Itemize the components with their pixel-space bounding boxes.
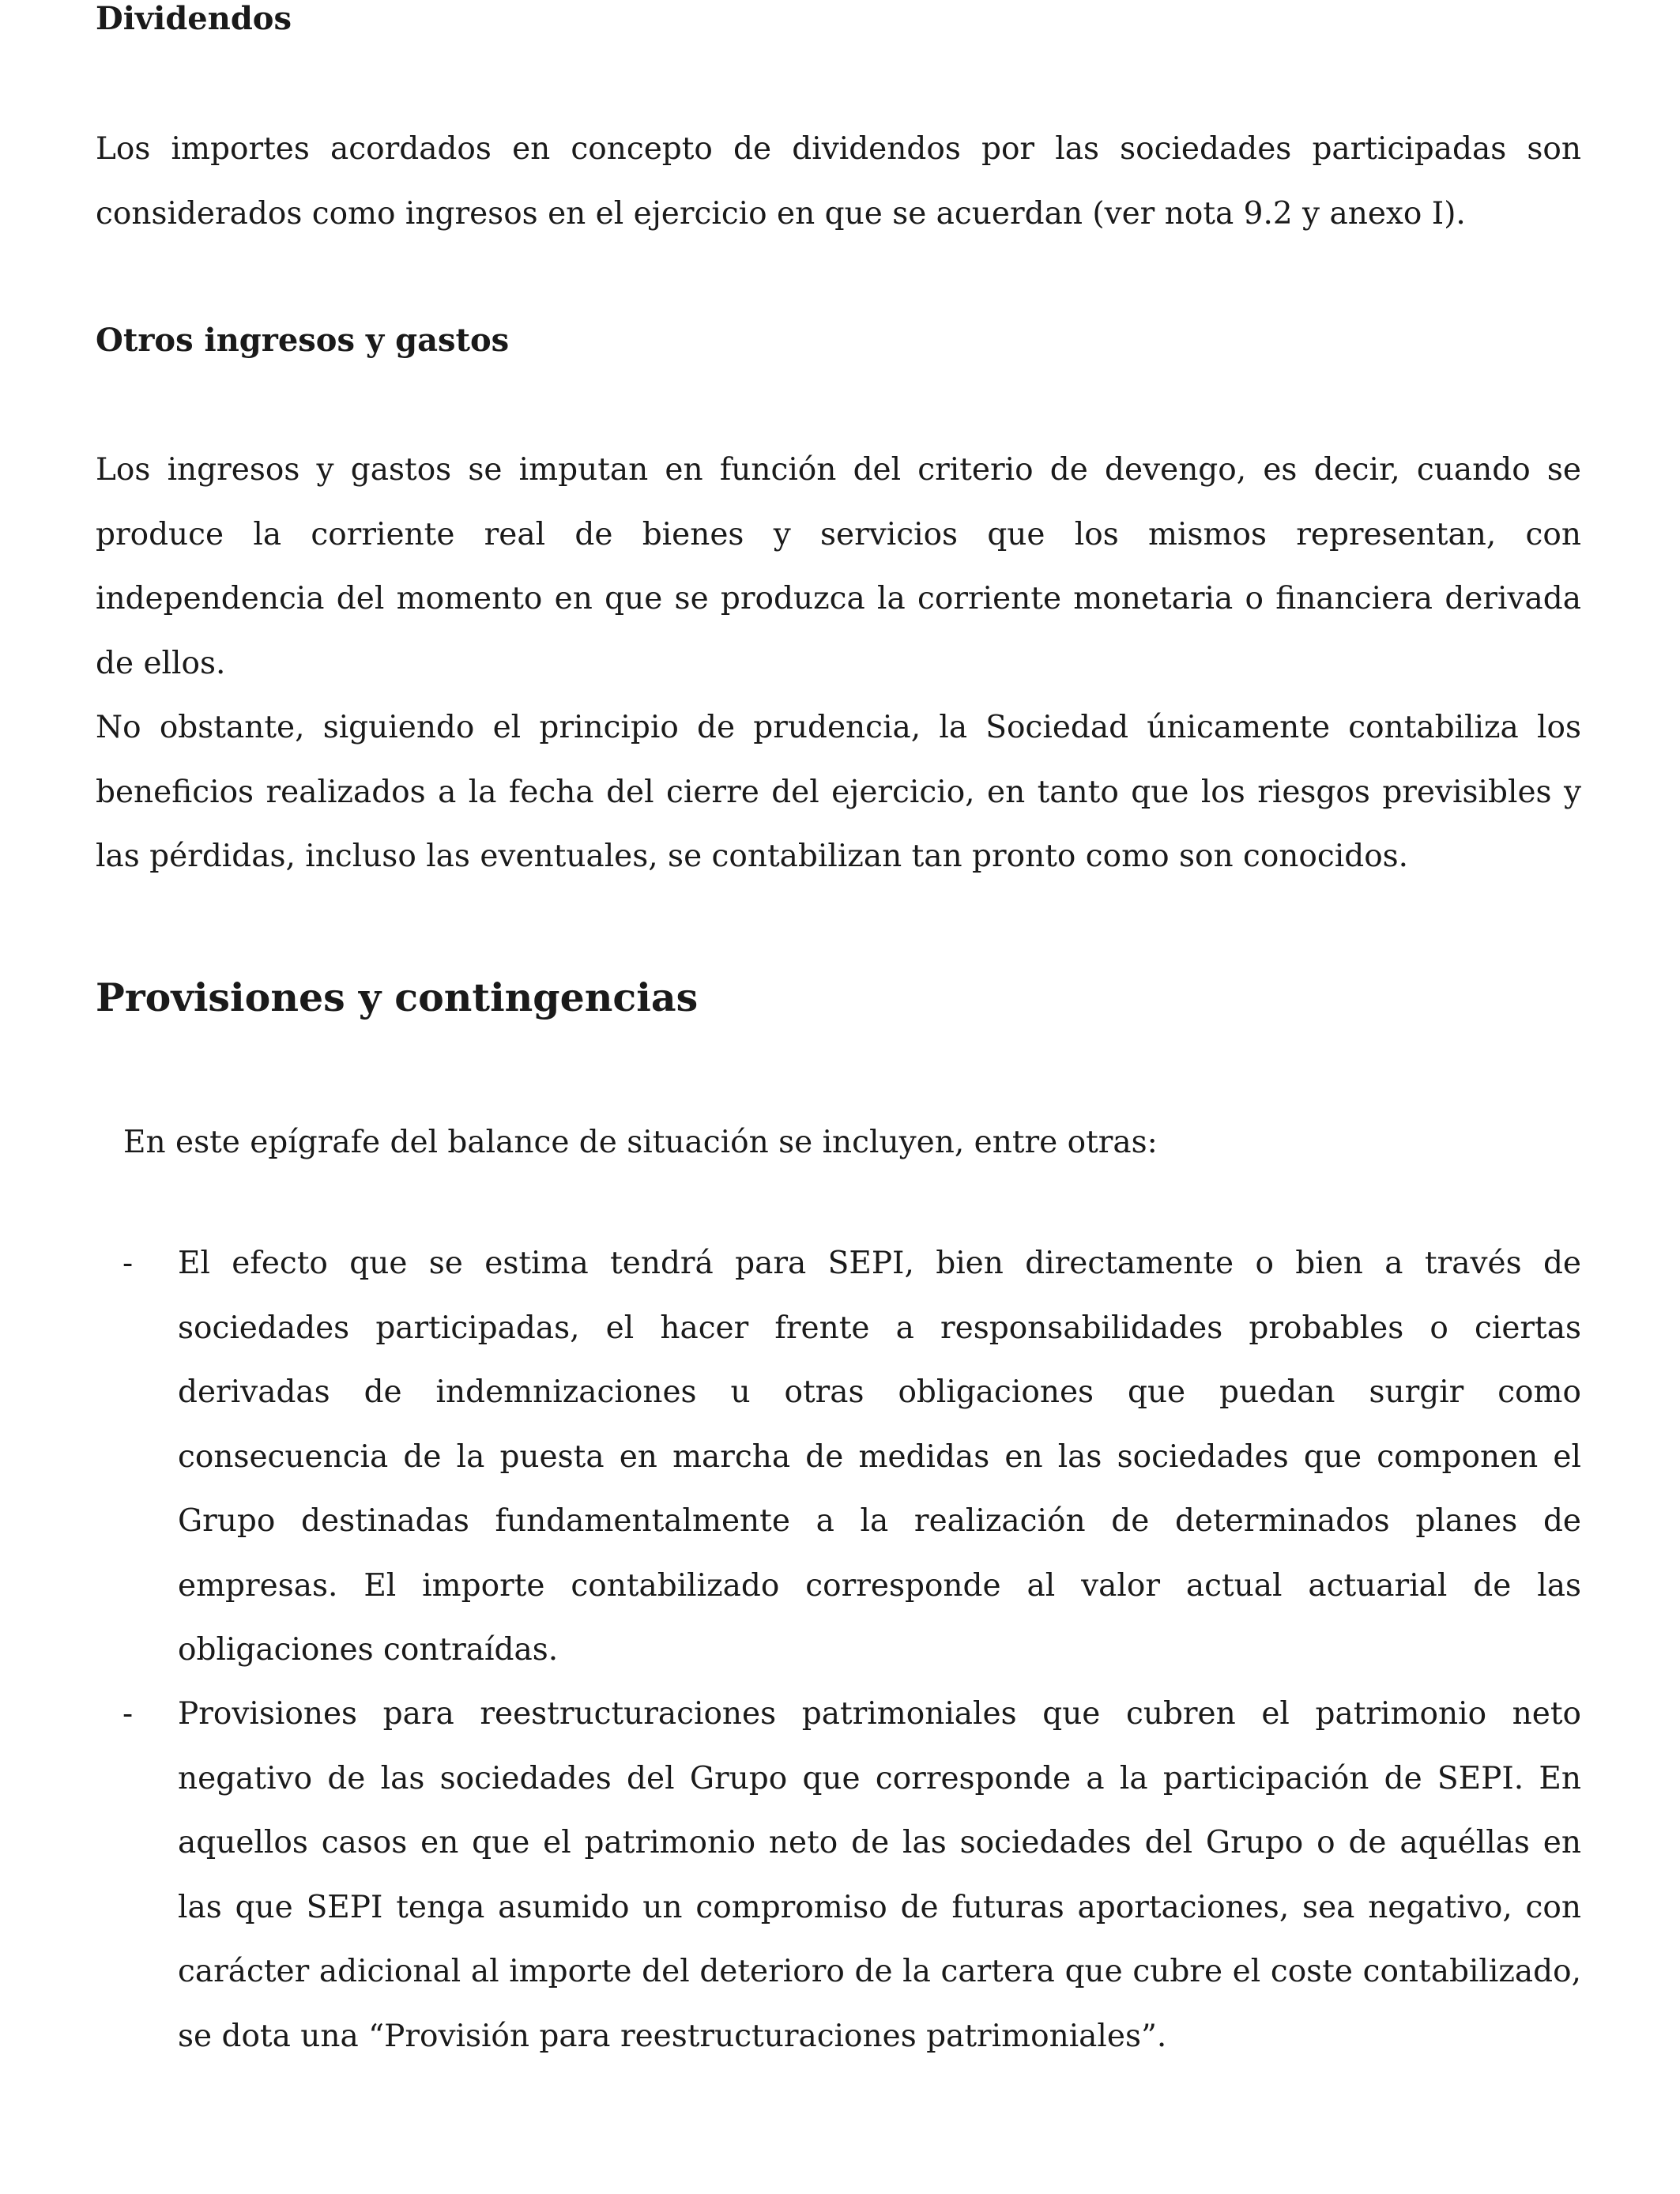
heading-otros-ingresos-y-gastos: Otros ingresos y gastos — [96, 322, 510, 359]
bullet-dash: - — [122, 1246, 134, 1281]
paragraph-prudencia: No obstante, siguiendo el principio de prudencia, la Sociedad únicamente contabiliza los beneficios realizados a la fecha del cierre del ejercicio, en tanto que los riesgos previsibles y las pérdidas, incluso las eventuales, se contabilizan tan pronto como son conocidos. — [96, 710, 1581, 874]
heading-provisiones-y-contingencias: Provisiones y contingencias — [96, 974, 699, 1020]
paragraph-dividendos: Los importes acordados en concepto de dividendos por las sociedades participadas son considerados como ingresos en el ejercicio en que se acuerdan (ver nota 9.2 y anexo I). — [96, 131, 1581, 232]
heading-dividendos: Dividendos — [96, 0, 292, 37]
paragraph-provisiones-intro: En este epígrafe del balance de situación se incluyen, entre otras: — [123, 1125, 1158, 1160]
bullet-text-reestructuraciones: Provisiones para reestructuraciones patrimoniales que cubren el patrimonio neto negativo de las sociedades del Grupo que corresponde a la participación de SEPI. En aquellos casos en que el patrimonio neto de las sociedades del Grupo o de aquéllas en las que SEPI tenga asumido un compromiso de futuras aportaciones, sea negativo, con carácter adicional al importe del deterioro de la cartera que cubre el coste contabilizado, se dota una “Provisión para reestructuraciones patrimoniales”. — [178, 1696, 1581, 2054]
paragraph-devengo: Los ingresos y gastos se imputan en función del criterio de devengo, es decir, cuando se produce la corriente real de bienes y servicios que los mismos representan, con independencia del momento en que se produzca la corriente monetaria o financiera derivada de ellos. — [96, 452, 1581, 681]
bullet-text-efecto: El efecto que se estima tendrá para SEPI, bien directamente o bien a través de sociedades participadas, el hacer frente a responsabilidades probables o ciertas derivadas de indemnizaciones u otras obligaciones que puedan surgir como consecuencia de la puesta en marcha de medidas en las sociedades que componen el Grupo destinadas fundamentalmente a la realización de determinados planes de empresas. El importe contabilizado corresponde al valor actual actuarial de las obligaciones contraídas. — [178, 1246, 1581, 1668]
bullet-dash: - — [122, 1696, 134, 1732]
